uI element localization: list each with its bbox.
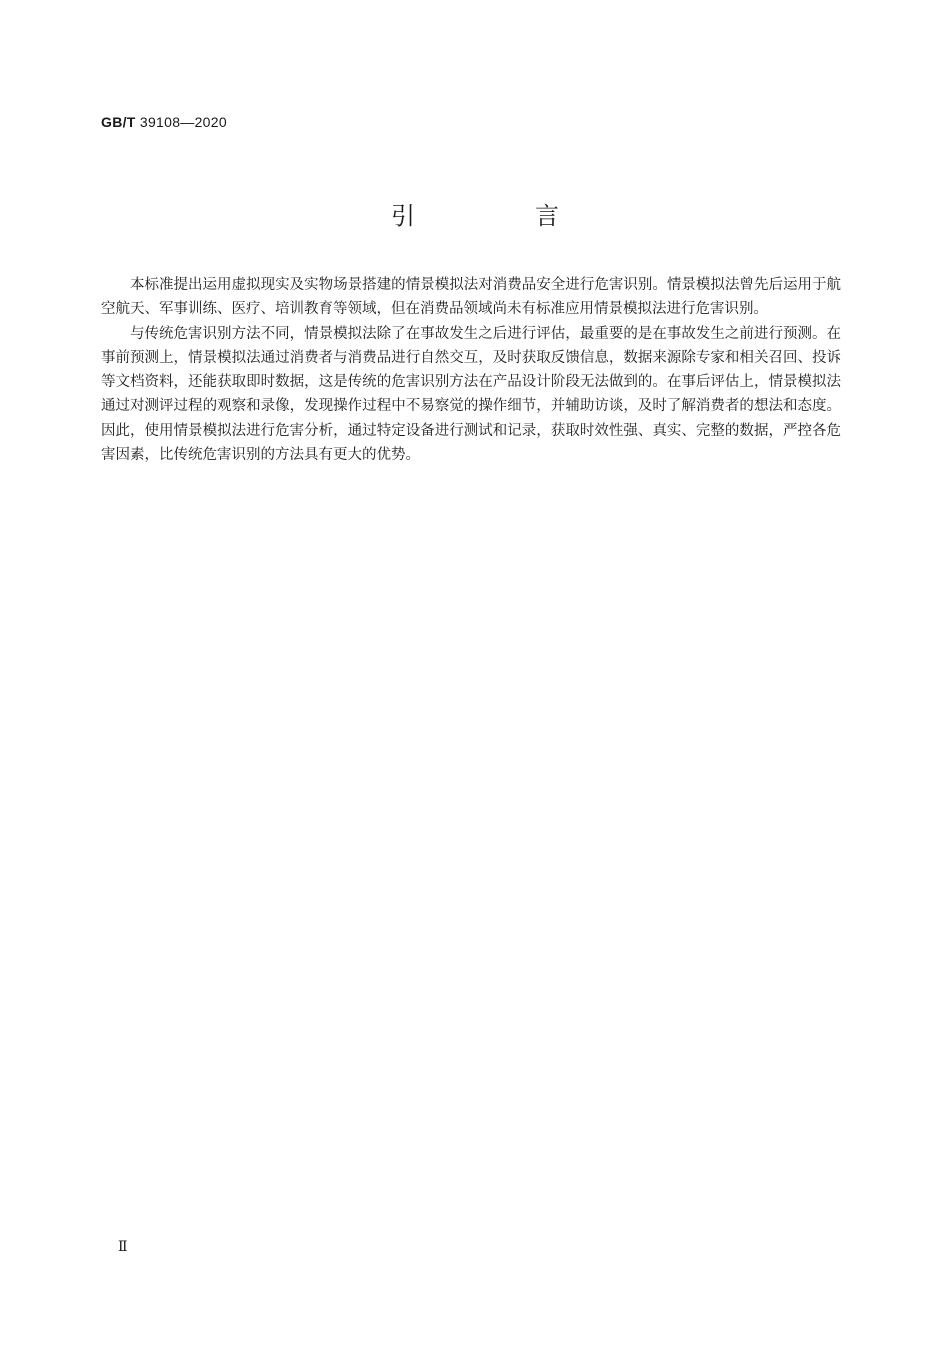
paragraph: 本标准提出运用虚拟现实及实物场景搭建的情景模拟法对消费品安全进行危害识别。情景模拟法曾先后运用于航空航天、军事训练、医疗、培训教育等领域，但在消费品领域尚未有标准应用情景模拟法进行危害识别。 [101, 277, 841, 318]
standard-number: 39108—2020 [139, 114, 227, 130]
section-title: 引 言 [391, 202, 607, 230]
page-number: Ⅱ [118, 1240, 128, 1255]
standard-prefix: GB/T [101, 114, 136, 130]
introduction-body [101, 273, 841, 467]
paragraph: 与传统危害识别方法不同，情景模拟法除了在事故发生之后进行评估，最重要的是在事故发生之前进行预测。在事前预测上，情景模拟法通过消费者与消费品进行自然交互，及时获取反馈信息，数据来源除专家和相关召回、投诉等文档资料，还能获取即时数据，这是传统的危害识别方法在产品设计阶段无法做到的。在事后评估上，情景模拟法通过对测评过程的观察和录像，发现操作过程中不易察觉的操作细节，并辅助访谈，及时了解消费者的想法和态度。因此，使用情景模拟法进行危害分析，通过特定设备进行测试和记录，获取时效性强、真实、完整的数据，严控各危害因素，比传统危害识别的方法具有更大的优势。 [101, 325, 841, 464]
standard-code [101, 114, 227, 130]
